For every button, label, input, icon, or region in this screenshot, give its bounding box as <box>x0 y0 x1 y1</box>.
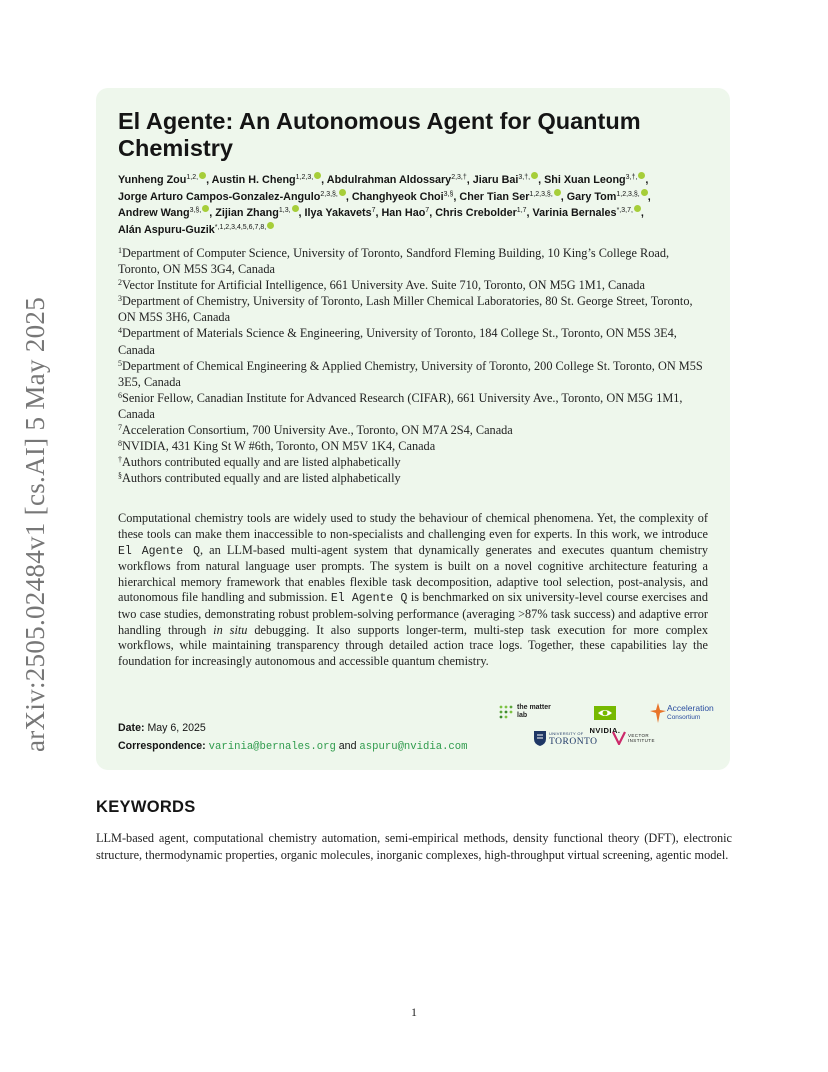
affiliation-mark: § <box>118 471 122 481</box>
author-name: Alán Aspuru-Guzik <box>118 223 215 236</box>
author-name: Varinia Bernales <box>532 207 617 219</box>
orcid-icon[interactable] <box>554 189 561 196</box>
orcid-icon[interactable] <box>292 205 299 212</box>
in-situ: in situ <box>213 622 248 637</box>
affiliation <box>118 277 708 293</box>
nvidia-logo: NVIDIA. <box>588 706 622 735</box>
orcid-icon[interactable] <box>267 222 274 229</box>
abstract: Computational chemistry tools are widely used to study the behaviour of chemical phenomena. Yet, the complexity of these tools can make them inaccessible to non-specialists and challenging even for experts. In this work, we introduce El Agente Q, an LLM-based multi-agent system that dynamically generates and executes quantum chemistry workflows from natural language user prompts. The system is built on a novel cognitive architecture featuring a hierarchical memory framework that enables flexible task decomposition, adaptive tool selection, post-analysis, and autonomous file handling and submission. El Agente Q is benchmarked on six university-level course exercises and two case studies, demonstrating robust problem-solving performance (averaging >87% task success) and adaptive error handling through in situ debugging. It also supports longer-term, multi-step task execution for more complex workflows, while maintaining transparency through detailed action trace logs. Together, these capabilities lay the foundation for increasingly autonomous and accessible quantum chemistry. <box>118 511 708 668</box>
author-affiliation-marks: *,3,7, <box>616 207 633 214</box>
page-number: 1 <box>411 1005 417 1019</box>
matter-lab-logo: the matter lab <box>498 704 555 720</box>
vector-institute-logo: VECTOR INSTITUTE <box>612 731 676 745</box>
author-affiliation-marks: 1,2, <box>186 174 199 181</box>
keywords-heading: KEYWORDS <box>96 798 196 816</box>
acceleration-consortium-logo: Acceleration Consortium <box>650 703 714 723</box>
orcid-icon[interactable] <box>641 189 648 196</box>
author-name: Andrew Wang <box>118 207 190 219</box>
uoft-logo: UNIVERSITY OF TORONTO <box>534 730 598 746</box>
author-affiliation-marks: 1,3, <box>278 207 291 214</box>
author-name: Jiaru Bai <box>472 174 519 186</box>
affiliation-mark: † <box>118 455 122 465</box>
affiliation-mark: 8 <box>118 439 122 449</box>
author-affiliation-marks: 2,3,§, <box>320 190 338 198</box>
author <box>212 174 322 186</box>
orcid-icon[interactable] <box>634 205 641 212</box>
author-name: Cher Tian Ser <box>459 190 530 203</box>
author <box>567 191 648 203</box>
uoft-crest-icon <box>534 731 546 746</box>
author-name: Changhyeok Choi <box>351 190 444 203</box>
orcid-icon[interactable] <box>531 172 538 179</box>
author-name: Zijian Zhang <box>215 207 279 219</box>
email-link-bernales[interactable]: varinia@bernales.org <box>208 741 336 753</box>
author <box>305 207 376 219</box>
author-list: Yunheng Zou$^{1,2,}$ , Austin H. Cheng$^{1,2,3,}$ , Abdulrahman Aldossary$^{2,3,\dagger}$, Jiaru Bai$^{3,\dagger,}$ , Shi Xuan Leong$^{3,\dagger,}$ , Jorge Arturo Campos-Gonzalez-Angulo$^{2,3,\S,}$ , Changhyeok Choi$^{3,\S}$, Cher Tian Ser$^{1,2,3,\S,}$ , Gary Tom$^{1,2,3,\S,}$ , Andrew Wang$^{3,\S,}$ , Zijian Zhang$^{1,3,}$ , Ilya Yakavets$^7$, Han Hao$^7$, Chris Crebolder$^{1,7}$, Varinia Bernales$^{*,3,7,}$ , Alán Aspuru-Guzik$^{*,1,2,3,4,5,6,7,8,}$ <box>118 174 651 236</box>
author <box>118 191 346 203</box>
affiliation <box>118 245 708 277</box>
author-affiliation-marks: 3,§, <box>189 207 202 214</box>
author-affiliation-marks: 3,†, <box>625 174 638 181</box>
affiliation <box>118 470 708 486</box>
author <box>352 191 454 203</box>
author-name: Shi Xuan Leong <box>544 174 626 186</box>
affiliation-text: NVIDIA, 431 King St W #6th, Toronto, ON M5V 1K4, Canada <box>122 439 436 454</box>
affiliation-mark: 5 <box>118 358 122 368</box>
nvidia-eye-icon <box>594 706 616 720</box>
affiliation-mark: 4 <box>118 326 122 336</box>
author <box>544 174 645 186</box>
vector-v-icon <box>612 731 626 745</box>
affiliation-text: Department of Computer Science, University of Toronto, Sandford Fleming Building, 10 King’s College Road, Toronto, ON M5S 3G4, Canada <box>118 246 670 277</box>
affiliation <box>118 358 708 390</box>
date-label: Date: <box>118 722 145 734</box>
author <box>327 174 467 186</box>
author-name: Han Hao <box>381 207 426 219</box>
author-affiliation-marks: 1,7 <box>516 207 527 214</box>
affiliation <box>118 390 708 422</box>
affiliation-mark: 2 <box>118 278 122 288</box>
author <box>118 174 206 186</box>
title-card <box>96 88 730 770</box>
acceleration-star-icon <box>650 703 666 723</box>
author-affiliation-marks: 1,2,3,§, <box>616 190 640 198</box>
arxiv-identifier <box>20 292 52 757</box>
orcid-icon[interactable] <box>339 189 346 196</box>
arxiv-identifier-text: arXiv:2505.02484v1 [cs.AI] 5 May 2025 <box>20 296 51 753</box>
affiliation-mark: 1 <box>118 246 122 255</box>
date-value: May 6, 2025 <box>147 722 206 734</box>
email-joiner: and <box>338 740 357 752</box>
affiliation-text: Vector Institute for Artificial Intelligence, 661 University Ave. Suite 710, Toronto, ON M5G 1M1, Canada <box>122 278 645 293</box>
paper-title: El Agente: An Autonomous Agent for Quantum Chemistry <box>118 108 641 161</box>
matter-lab-dots-icon <box>498 704 514 720</box>
author-name: Chris Crebolder <box>435 207 517 219</box>
affiliation-mark: 6 <box>118 390 122 400</box>
affiliation-text: Department of Chemistry, University of Toronto, Lash Miller Chemical Laboratories, 80 St. George Street, Toronto, ON M5S 3H6, Canada <box>118 294 693 325</box>
paper-meta <box>118 719 468 756</box>
author-name: Yunheng Zou <box>118 174 187 186</box>
orcid-icon[interactable] <box>314 172 321 179</box>
affiliation-text: Department of Materials Science & Engineering, University of Toronto, 184 College St., Toronto, ON M5S 3E4, Canada <box>118 326 677 357</box>
author-affiliation-marks: 3,§ <box>443 190 454 198</box>
author-name: Ilya Yakavets <box>304 207 372 219</box>
correspondence-label: Correspondence: <box>118 740 206 752</box>
author <box>118 224 274 236</box>
author-affiliation-marks: 3,†, <box>518 174 531 181</box>
affiliation-text: Authors contributed equally and are listed alphabetically <box>122 455 401 470</box>
author-affiliation-marks: 2,3,† <box>451 174 467 181</box>
author <box>215 207 298 219</box>
author-name: Jorge Arturo Campos-Gonzalez-Angulo <box>118 190 321 203</box>
affiliation-text: Department of Chemical Engineering & Applied Chemistry, University of Toronto, 200 College St. Toronto, ON M5S 3E5, Canada <box>118 358 703 389</box>
author <box>118 207 209 219</box>
affiliation-text: Acceleration Consortium, 700 University Ave., Toronto, ON M7A 2S4, Canada <box>122 423 513 438</box>
affiliation-text: Authors contributed equally and are listed alphabetically <box>122 471 401 486</box>
system-name: El Agente Q <box>330 592 408 606</box>
keywords-text: LLM-based agent, computational chemistry automation, semi-empirical methods, density functional theory (DFT), electronic structure, thermodynamic properties, organic molecules, inorganic complexes, high-throughput virtual screening, agentic model. <box>96 831 732 862</box>
orcid-icon[interactable] <box>199 172 206 179</box>
author <box>533 207 641 219</box>
author-affiliation-marks: 7 <box>425 207 430 214</box>
author-name: Austin H. Cheng <box>211 174 296 186</box>
email-link-aspuru[interactable]: aspuru@nvidia.com <box>359 741 468 753</box>
author <box>473 174 538 186</box>
date-line <box>118 719 468 737</box>
author-affiliation-marks: 1,2,3, <box>295 174 314 181</box>
affiliation <box>118 454 708 470</box>
affiliation-mark: 3 <box>118 294 122 304</box>
affiliation-mark: 7 <box>118 423 122 433</box>
orcid-icon[interactable] <box>202 205 209 212</box>
system-name: El Agente Q <box>118 544 200 558</box>
author-affiliation-marks: *,1,2,3,4,5,6,7,8, <box>214 223 267 231</box>
affiliation-text: Senior Fellow, Canadian Institute for Advanced Research (CIFAR), 661 University Ave., Toronto, ON M5G 1M1, Canada <box>118 390 683 421</box>
author-affiliation-marks: 1,2,3,§, <box>529 190 553 198</box>
author-affiliation-marks: 7 <box>371 207 376 214</box>
affiliation-list <box>118 245 708 486</box>
correspondence-line <box>118 737 468 756</box>
affiliation <box>118 293 708 325</box>
author-name: Abdulrahman Aldossary <box>326 174 452 186</box>
affiliation <box>118 422 708 438</box>
author <box>459 191 560 203</box>
logo-row <box>498 700 718 760</box>
author-name: Gary Tom <box>566 190 617 203</box>
author <box>382 207 430 219</box>
orcid-icon[interactable] <box>638 172 645 179</box>
author <box>435 207 526 219</box>
affiliation <box>118 438 708 454</box>
affiliation <box>118 325 708 357</box>
